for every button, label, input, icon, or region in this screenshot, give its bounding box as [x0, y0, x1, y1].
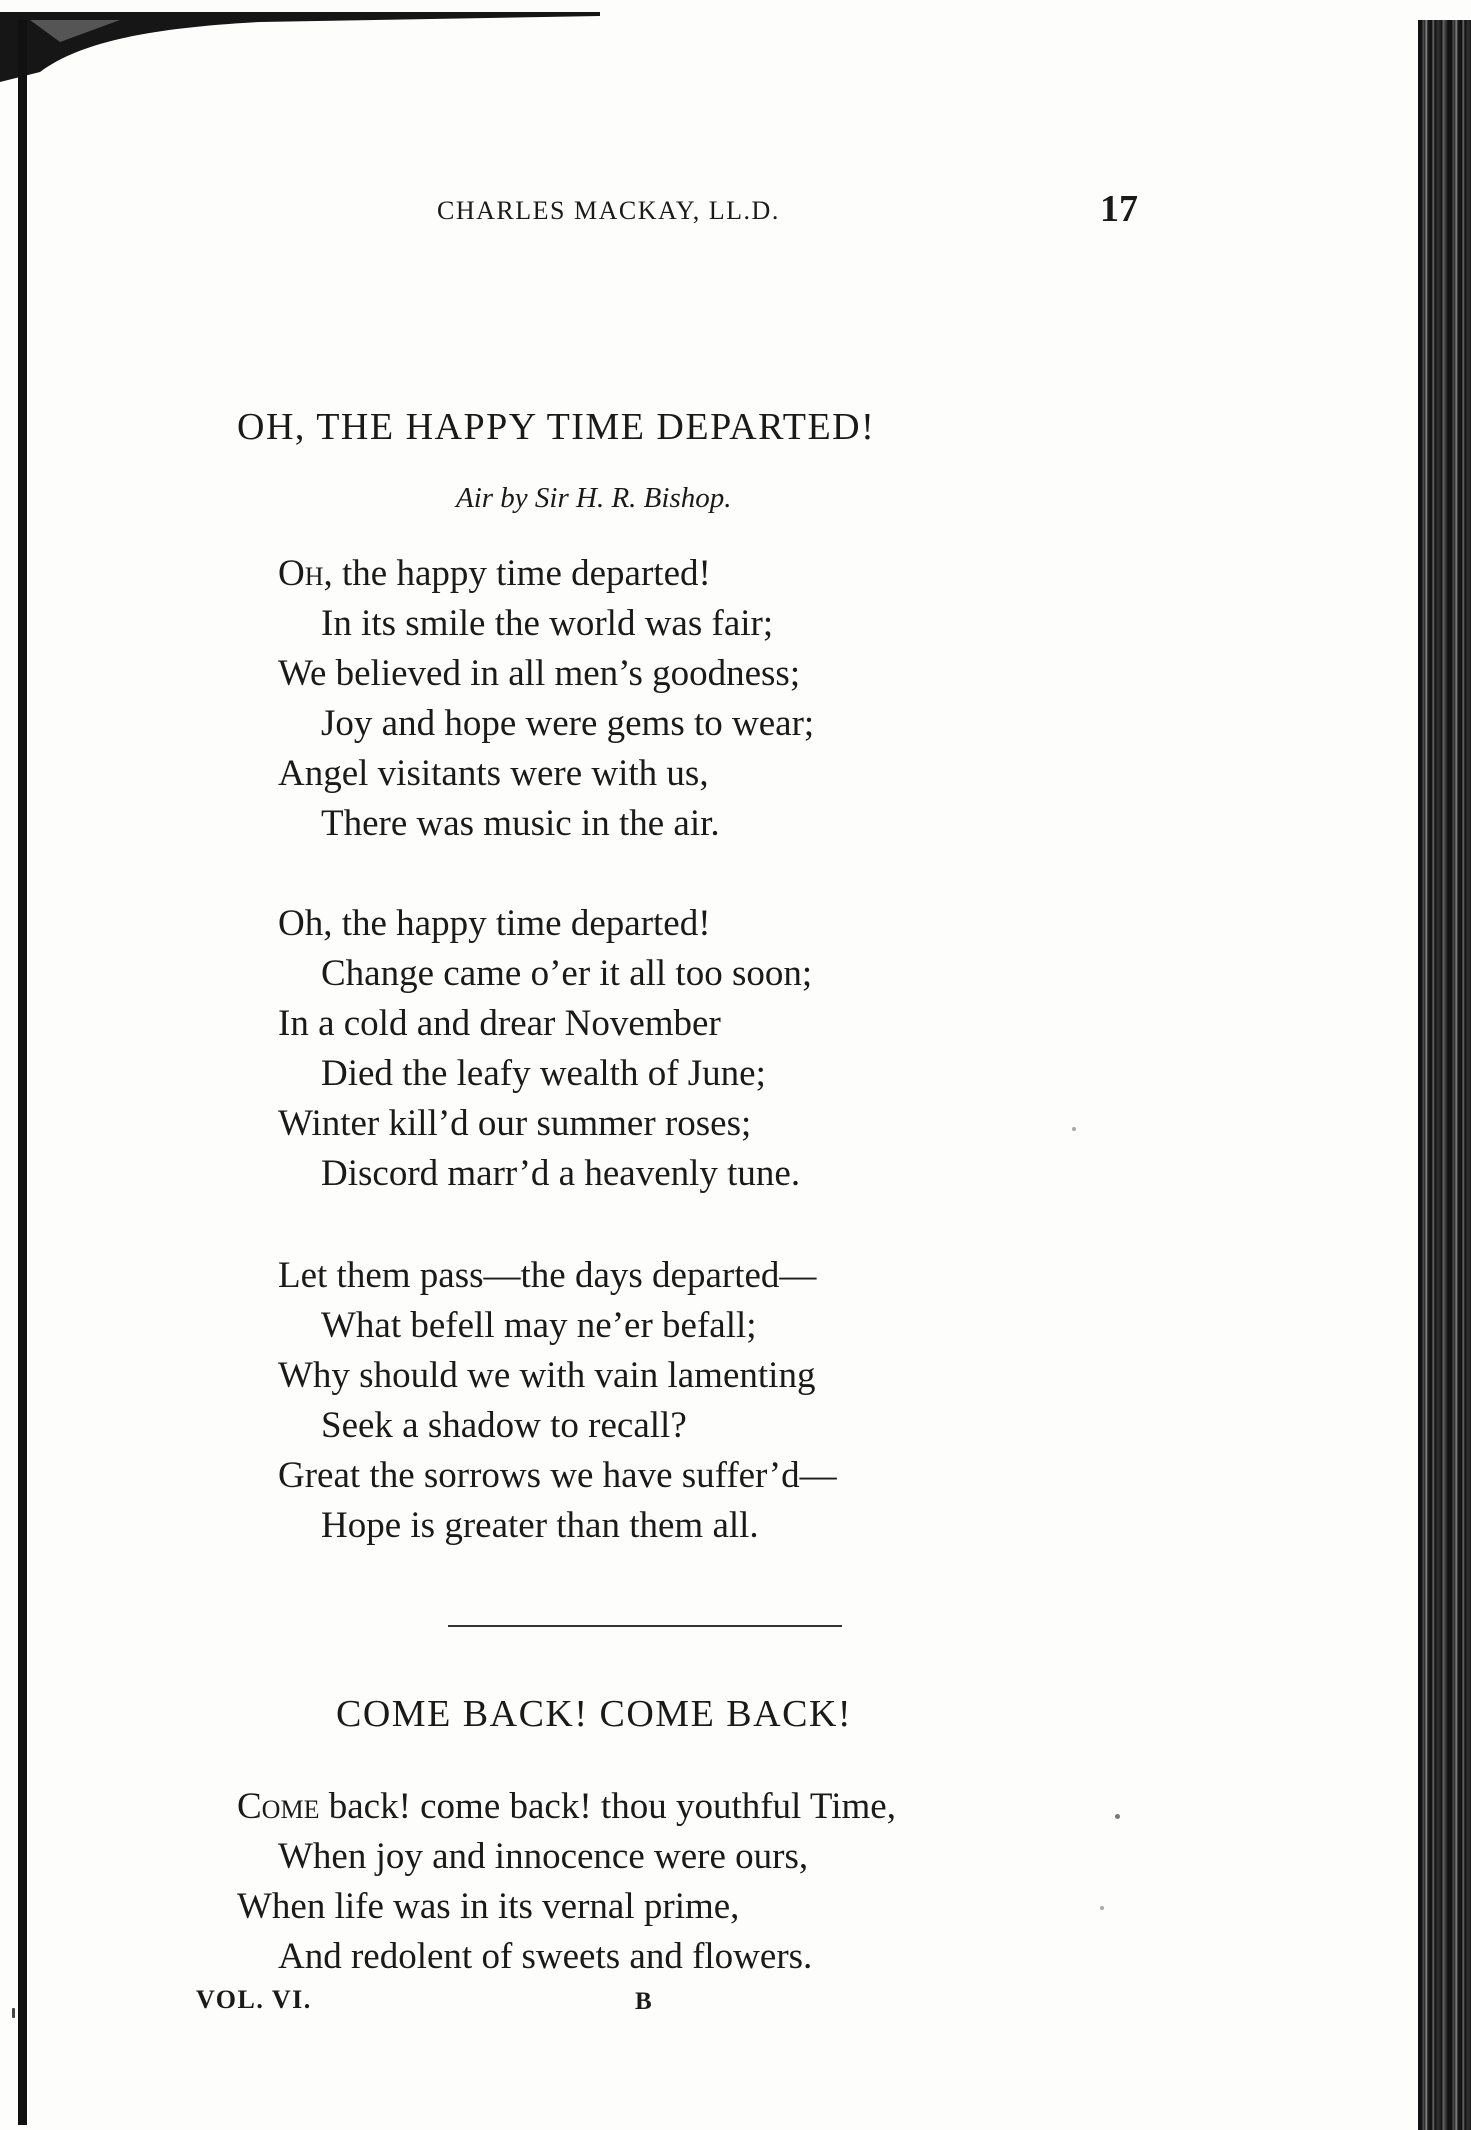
verse-line: Joy and hope were gems to wear;: [321, 703, 815, 744]
volume-signature: VOL. VI.: [196, 1985, 312, 2014]
verse-line: We believed in all men’s goodness;: [278, 653, 801, 694]
verse-line: Why should we with vain lamenting: [278, 1355, 816, 1396]
verse-line: Winter kill’d our summer roses;: [278, 1103, 752, 1144]
page-gutter-shadow: [18, 20, 27, 2125]
verse-line: When joy and innocence were ours,: [278, 1836, 809, 1877]
verse-line: Change came o’er it all too soon;: [321, 953, 813, 994]
verse-line: Discord marr’d a heavenly tune.: [321, 1153, 801, 1194]
verse-text: back! come back! thou youthful Time,: [319, 1786, 896, 1827]
verse-line: [237, 1788, 896, 1825]
verse-line: [278, 555, 711, 592]
verse-line: There was music in the air.: [321, 803, 720, 844]
verse-initial: Come: [237, 1786, 320, 1827]
verse-line: Angel visitants were with us,: [278, 753, 709, 794]
verse-line: And redolent of sweets and flowers.: [278, 1936, 813, 1977]
scan-speck: [1100, 1906, 1104, 1910]
scan-corner-shadow: [0, 12, 600, 82]
section-divider: [448, 1625, 842, 1627]
poem-attribution: Air by Sir H. R. Bishop.: [456, 482, 732, 514]
scan-speck: [1115, 1814, 1120, 1819]
verse-text: , the happy time departed!: [323, 553, 711, 594]
verse-line: Seek a shadow to recall?: [321, 1405, 687, 1446]
verse-line: When life was in its vernal prime,: [237, 1886, 740, 1927]
page-number: 17: [1100, 188, 1138, 230]
scan-speck: [12, 2008, 15, 2018]
gathering-signature: B: [635, 1988, 652, 2015]
page-edge-shadow: [1418, 20, 1471, 2130]
scan-speck: [1072, 1127, 1076, 1131]
poem-title: COME BACK! COME BACK!: [336, 1693, 853, 1735]
verse-line: In a cold and drear November: [278, 1003, 721, 1044]
verse-initial: Oh: [278, 553, 324, 594]
verse-line: Great the sorrows we have suffer’d—: [278, 1455, 837, 1496]
verse-line: What befell may ne’er befall;: [321, 1305, 757, 1346]
poem-title: OH, THE HAPPY TIME DEPARTED!: [237, 406, 876, 448]
verse-line: Hope is greater than them all.: [321, 1505, 759, 1546]
verse-line: Let them pass—the days departed—: [278, 1255, 817, 1296]
verse-line: In its smile the world was fair;: [321, 603, 774, 644]
verse-line: Died the leafy wealth of June;: [321, 1053, 766, 1094]
running-head: CHARLES MACKAY, LL.D.: [437, 196, 780, 225]
verse-line: Oh, the happy time departed!: [278, 903, 711, 944]
